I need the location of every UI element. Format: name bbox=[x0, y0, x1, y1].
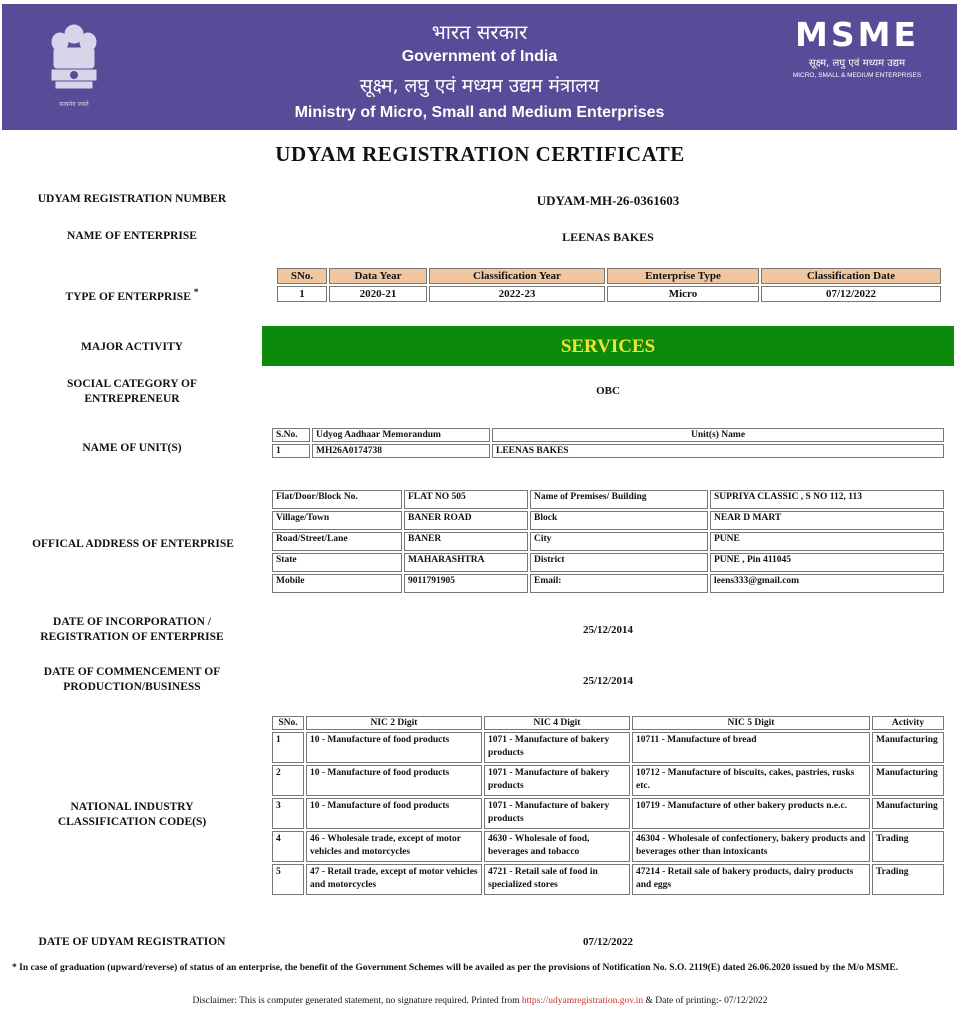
udyam-date-label: DATE OF UDYAM REGISTRATION bbox=[38, 936, 226, 948]
table-header-cell: NIC 4 Digit bbox=[484, 716, 630, 730]
enterprise-type-table bbox=[275, 266, 943, 304]
address-field-value: leens333@gmail.com bbox=[710, 574, 944, 593]
disclaimer-text: Disclaimer: This is computer generated statement, no signature required. Printed from bbox=[192, 996, 520, 1006]
table-cell: 1 bbox=[272, 444, 310, 458]
table-header-row bbox=[272, 428, 944, 442]
units-table bbox=[270, 426, 946, 460]
units-label: NAME OF UNIT(S) bbox=[82, 442, 182, 454]
table-cell: Manufacturing bbox=[872, 798, 944, 829]
ministry-title: Ministry of Micro, Small and Medium Enterprises bbox=[294, 104, 665, 121]
nic-codes-label bbox=[10, 800, 254, 830]
nic-codes-table bbox=[270, 714, 946, 897]
commencement-label-line1: DATE OF COMMENCEMENT OF bbox=[43, 666, 221, 678]
emblem-caption: सत्यमेव जयते bbox=[59, 101, 89, 108]
table-cell: 10712 - Manufacture of biscuits, cakes, pastries, rusks etc. bbox=[632, 765, 870, 796]
table-cell: 10711 - Manufacture of bread bbox=[632, 732, 870, 763]
address-field-label: District bbox=[530, 553, 708, 572]
reg-number-value: UDYAM-MH-26-0361603 bbox=[536, 193, 680, 208]
address-field-value: BANER bbox=[404, 532, 528, 551]
social-category-value: OBC bbox=[596, 385, 620, 397]
table-row bbox=[277, 286, 941, 302]
address-field-value: PUNE bbox=[710, 532, 944, 551]
nic-label-line1: NATIONAL INDUSTRY bbox=[70, 801, 194, 813]
type-label-text: TYPE OF ENTERPRISE bbox=[65, 290, 191, 303]
table-cell: 2022-23 bbox=[429, 286, 605, 302]
table-header-cell: SNo. bbox=[277, 268, 327, 284]
incorporation-date-value: 25/12/2014 bbox=[582, 624, 634, 636]
table-cell: 4 bbox=[272, 831, 304, 862]
table-cell: 5 bbox=[272, 864, 304, 895]
table-header-cell: Unit(s) Name bbox=[492, 428, 944, 442]
table-header-cell: Classification Year bbox=[429, 268, 605, 284]
table-header-cell: Enterprise Type bbox=[607, 268, 759, 284]
commencement-date-label bbox=[10, 665, 254, 695]
address-field-value: FLAT NO 505 bbox=[404, 490, 528, 509]
table-cell: 4721 - Retail sale of food in specialized stores bbox=[484, 864, 630, 895]
table-row bbox=[272, 864, 944, 895]
major-activity-banner: SERVICES bbox=[262, 326, 954, 366]
table-cell: 1071 - Manufacture of bakery products bbox=[484, 732, 630, 763]
address-label: OFFICAL ADDRESS OF ENTERPRISE bbox=[32, 538, 234, 550]
msme-tagline: MICRO, SMALL & MEDIUM ENTERPRISES bbox=[792, 72, 922, 79]
major-activity-label: MAJOR ACTIVITY bbox=[81, 341, 183, 353]
print-date-text: & Date of printing:- 07/12/2022 bbox=[645, 996, 768, 1006]
table-cell: 46 - Wholesale trade, except of motor vehicles and motorcycles bbox=[306, 831, 482, 862]
nic-label-line2: CLASSIFICATION CODE(S) bbox=[57, 816, 207, 828]
table-cell: Manufacturing bbox=[872, 765, 944, 796]
incorporation-label-line2: REGISTRATION OF ENTERPRISE bbox=[40, 631, 224, 643]
table-cell: 10719 - Manufacture of other bakery products n.e.c. bbox=[632, 798, 870, 829]
table-row bbox=[272, 444, 944, 458]
social-category-label-line2: ENTREPRENEUR bbox=[84, 393, 180, 405]
address-field-label: State bbox=[272, 553, 402, 572]
type-of-enterprise-label bbox=[10, 285, 254, 305]
address-field-label: Block bbox=[530, 511, 708, 530]
address-field-label: Village/Town bbox=[272, 511, 402, 530]
table-cell: 47214 - Retail sale of bakery products, dairy products and eggs bbox=[632, 864, 870, 895]
disclaimer bbox=[0, 996, 960, 1006]
address-field-label: City bbox=[530, 532, 708, 551]
table-row bbox=[272, 553, 944, 572]
table-cell: 1071 - Manufacture of bakery products bbox=[484, 765, 630, 796]
address-field-value: PUNE , Pin 411045 bbox=[710, 553, 944, 572]
table-cell: 1 bbox=[272, 732, 304, 763]
incorporation-label-line1: DATE OF INCORPORATION / bbox=[53, 616, 211, 628]
table-cell: 10 - Manufacture of food products bbox=[306, 732, 482, 763]
hindi-ministry-title: सूक्ष्म, लघु एवं मध्यम उद्यम मंत्रालय bbox=[359, 75, 600, 97]
address-field-value: NEAR D MART bbox=[710, 511, 944, 530]
table-row bbox=[272, 511, 944, 530]
address-table bbox=[270, 488, 946, 595]
incorporation-date-label bbox=[10, 615, 254, 645]
udyam-date-value: 07/12/2022 bbox=[582, 936, 634, 948]
table-header-row bbox=[277, 268, 941, 284]
msme-hindi-tagline: सूक्ष्म, लघु एवं मध्यम उद्यम bbox=[808, 58, 906, 69]
table-cell: MH26A0174738 bbox=[312, 444, 490, 458]
table-cell: 1 bbox=[277, 286, 327, 302]
table-row bbox=[272, 765, 944, 796]
enterprise-name-label: NAME OF ENTERPRISE bbox=[67, 230, 197, 242]
table-cell: 4630 - Wholesale of food, beverages and tobacco bbox=[484, 831, 630, 862]
commencement-date-value: 25/12/2014 bbox=[582, 675, 634, 687]
msme-logo-text: MSME bbox=[795, 15, 919, 54]
table-row bbox=[272, 574, 944, 593]
table-cell: Trading bbox=[872, 864, 944, 895]
table-row bbox=[272, 732, 944, 763]
table-cell: 1071 - Manufacture of bakery products bbox=[484, 798, 630, 829]
table-cell: LEENAS BAKES bbox=[492, 444, 944, 458]
table-cell: 3 bbox=[272, 798, 304, 829]
table-header-cell: SNo. bbox=[272, 716, 304, 730]
address-field-label: Name of Premises/ Building bbox=[530, 490, 708, 509]
table-cell: 2 bbox=[272, 765, 304, 796]
table-row bbox=[272, 532, 944, 551]
address-field-value: SUPRIYA CLASSIC , S NO 112, 113 bbox=[710, 490, 944, 509]
social-category-label bbox=[10, 377, 254, 407]
table-cell: Manufacturing bbox=[872, 732, 944, 763]
hindi-government-title: भारत सरकार bbox=[431, 20, 528, 44]
table-row bbox=[272, 490, 944, 509]
table-row bbox=[272, 798, 944, 829]
header-banner bbox=[2, 4, 957, 130]
table-header-cell: NIC 2 Digit bbox=[306, 716, 482, 730]
table-header-cell: Udyog Aadhaar Memorandum bbox=[312, 428, 490, 442]
address-field-value: BANER ROAD bbox=[404, 511, 528, 530]
table-header-cell: Data Year bbox=[329, 268, 427, 284]
table-cell: Micro bbox=[607, 286, 759, 302]
government-title: Government of India bbox=[401, 48, 558, 65]
table-header-cell: S.No. bbox=[272, 428, 310, 442]
social-category-label-line1: SOCIAL CATEGORY OF bbox=[67, 378, 197, 390]
table-row bbox=[272, 831, 944, 862]
table-cell: 07/12/2022 bbox=[761, 286, 941, 302]
address-field-label: Road/Street/Lane bbox=[272, 532, 402, 551]
table-header-cell: Activity bbox=[872, 716, 944, 730]
certificate-title: UDYAM REGISTRATION CERTIFICATE bbox=[275, 142, 685, 166]
table-cell: 47 - Retail trade, except of motor vehicles and motorcycles bbox=[306, 864, 482, 895]
commencement-label-line2: PRODUCTION/BUSINESS bbox=[63, 681, 201, 693]
table-cell: 46304 - Wholesale of confectionery, bakery products and beverages other than intoxicants bbox=[632, 831, 870, 862]
msme-logo bbox=[782, 15, 932, 79]
table-header-cell: Classification Date bbox=[761, 268, 941, 284]
type-label-asterisk: * bbox=[193, 287, 199, 298]
address-field-label: Mobile bbox=[272, 574, 402, 593]
address-field-value: 9011791905 bbox=[404, 574, 528, 593]
table-header-row bbox=[272, 716, 944, 730]
address-field-value: MAHARASHTRA bbox=[404, 553, 528, 572]
address-field-label: Email: bbox=[530, 574, 708, 593]
registration-site-link[interactable]: https://udyamregistration.gov.in bbox=[521, 996, 644, 1006]
table-cell: 2020-21 bbox=[329, 286, 427, 302]
enterprise-name-value: LEENAS BAKES bbox=[562, 230, 654, 244]
table-cell: 10 - Manufacture of food products bbox=[306, 765, 482, 796]
table-cell: Trading bbox=[872, 831, 944, 862]
table-cell: 10 - Manufacture of food products bbox=[306, 798, 482, 829]
footnote: * In case of graduation (upward/reverse) of status of an enterprise, the benefit of the Government Schemes will be availed as per the provisions of Notification No. S.O. 2119(E) dated 26.06.2020 issued by the M/o MSME. bbox=[12, 963, 899, 973]
table-header-cell: NIC 5 Digit bbox=[632, 716, 870, 730]
address-field-label: Flat/Door/Block No. bbox=[272, 490, 402, 509]
reg-number-label: UDYAM REGISTRATION NUMBER bbox=[37, 193, 227, 205]
